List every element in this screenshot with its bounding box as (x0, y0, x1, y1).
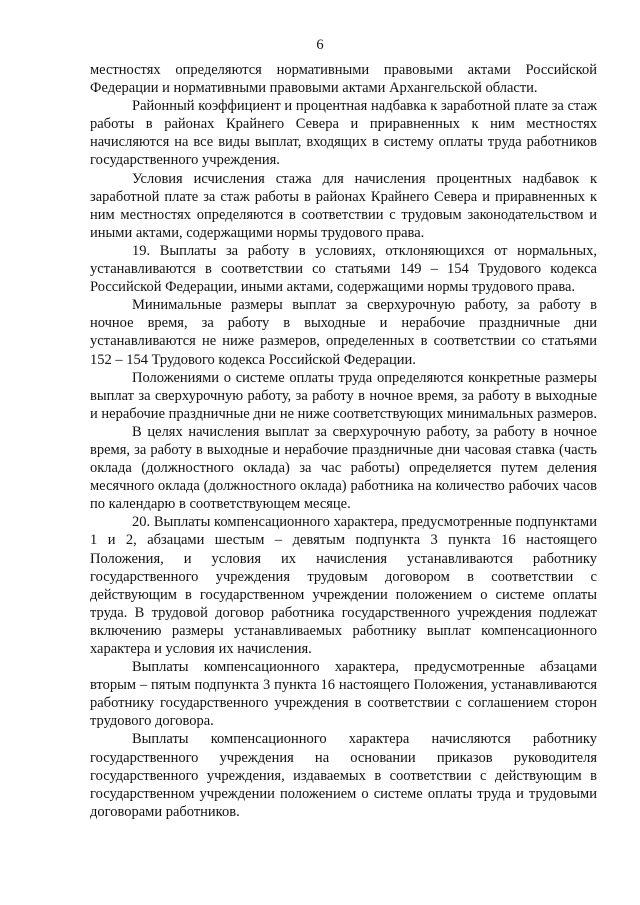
paragraph-hourly-rate: В целях начисления выплат за сверхурочную работу, за работу в ночное время, за работу в выходные и нерабочие праздничные дни часовая ставка (часть оклада (должностного оклада) за час работы) определяется путем деления месячного оклада (должностного оклада) работника на количество рабочих часов по календарю в соответствующем месяце. (90, 423, 597, 513)
paragraph-compensation-orders: Выплаты компенсационного характера начисляются работнику государственного учреждения на основании приказов руководителя государственного учреждения, издаваемых в соответствии с действующим в государственном учреждении положением о системе оплаты труда и трудовыми договорами работников. (90, 731, 597, 820)
paragraph-item-19: 19. Выплаты за работу в условиях, отклоняющихся от нормальных, устанавливаются в соответствии со статьями 149 – 154 Трудового кодекса Российской Федерации, иными актами, содержащими нормы трудового права. (90, 242, 597, 296)
document-body (90, 61, 597, 821)
paragraph-continuation: местностях определяются нормативными правовыми актами Российской Федерации и нормативными правовыми актами Архангельской области. (90, 62, 597, 97)
paragraph-item-20: 20. Выплаты компенсационного характера, предусмотренные подпунктами 1 и 2, абзацами шестым – девятым подпункта 3 пункта 16 настоящего Положения, и условия их начисления устанавливаются работнику государственного учреждения трудовым договором в соответствии с действующим в государственном учреждении положением о системе оплаты труда. В трудовой договор работника государственного учреждения подлежат включению размеры устанавливаемых работнику выплат компенсационного характера и условия их начисления. (90, 514, 597, 657)
paragraph-minimum-payments: Минимальные размеры выплат за сверхурочную работу, за работу в ночное время, за работу в выходные и нерабочие праздничные дни устанавливаются не ниже размеров, определенных в соответствии со статьями 152 – 154 Трудового кодекса Российской Федерации. (90, 297, 597, 368)
paragraph-compensation-agreement: Выплаты компенсационного характера, предусмотренные абзацами вторым – пятым подпункта 3 пункта 16 настоящего Положения, устанавливаются работнику государственного учреждения в соответствии с соглашением сторон трудового договора. (90, 659, 597, 730)
paragraph-pay-system-provisions: Положениями о системе оплаты труда определяются конкретные размеры выплат за сверхурочную работу, за работу в ночное время, за работу в выходные и нерабочие праздничные дни не ниже соответствующих минимальных размеров. (90, 369, 597, 422)
paragraph-service-length-conditions: Условия исчисления стажа для начисления процентных надбавок к заработной плате за стаж работы в районах Крайнего Севера и приравненных к ним местностях определяются в соответствии с трудовым законодательством и иными актами, содержащими нормы трудового права. (90, 170, 597, 241)
paragraph-regional-coefficient: Районный коэффициент и процентная надбавка к заработной плате за стаж работы в районах Крайнего Севера и приравненных к ним местностях начисляются на все виды выплат, входящих в систему оплаты труда работников государственного учреждения. (90, 98, 597, 169)
page-number: 6 (316, 37, 324, 53)
